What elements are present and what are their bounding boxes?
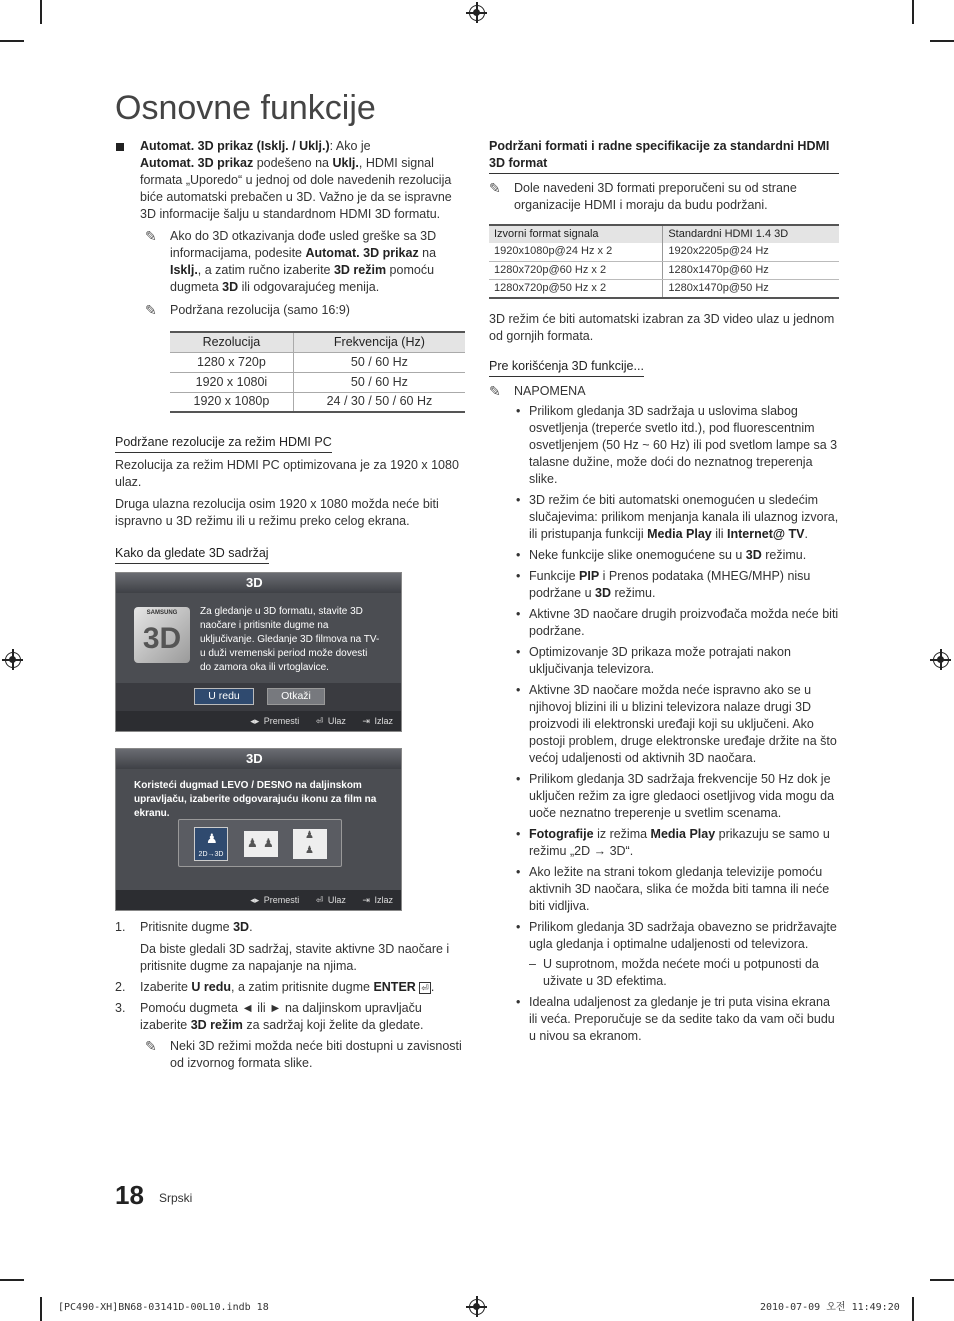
paragraph: Druga ulazna rezolucija osim 1920 x 1080 možda neće biti ispravno u 3D režimu ili u režimu preko celog ekrana. — [115, 497, 439, 528]
table-row: 1280 x 720p 50 / 60 Hz — [170, 352, 465, 372]
enter-icon: ⏎ — [421, 983, 429, 993]
note: ✎ Neki 3D režimi možda neće biti dostupni u zavisnosti od izvornog formata slike. — [145, 1038, 462, 1070]
crop-mark — [0, 40, 24, 42]
note: ✎ Podržana rezolucija (samo 16:9) — [145, 302, 350, 318]
screen-footer: ◂▸ Premesti ⏎ Ulaz ⇥ Izlaz — [116, 890, 401, 910]
imprint-date: 2010-07-09 오전 11:49:20 — [760, 1302, 900, 1313]
crop-mark — [40, 0, 42, 24]
page-title: Osnovne funkcije — [115, 89, 376, 127]
exit-icon: ⇥ — [362, 895, 370, 905]
tv-screen-3d-warning — [115, 572, 402, 732]
table-header: Frekvencija (Hz) — [293, 332, 465, 352]
notes-list — [489, 403, 839, 1045]
pencil-icon: ✎ — [145, 1038, 157, 1054]
screen-footer: ◂▸ Premesti ⏎ Ulaz ⇥ Izlaz — [116, 711, 401, 731]
screen-message: Za gledanje u 3D formatu, stavite 3D naočare i pritisnite dugme na uključivanje. Gledanje 3D filmova na TV-u duži vremenski period može dovesti do zamora oka ili vrtoglavice. — [200, 606, 380, 673]
imprint-file: [PC490-XH]BN68-03141D-00L10.indb 18 — [58, 1302, 269, 1313]
screen-message: Koristeći dugmad LEVO / DESNO na daljinskom upravljaču, izaberite odgovarajuću ikonu za film na ekranu. — [134, 780, 377, 819]
screen-title: 3D — [116, 749, 401, 769]
list-item: • Aktivne 3D naočare možda neće ispravno ako se u njihovoj blizini ili u blizini televizora nalaze drugi 3D proizvodi ili elektronski uređaji koji su uključeni. Ako postoji problem, druge elektronske uređaje držite na što većoj udaljenosti od aktivnih 3D naočara. — [489, 682, 839, 767]
button-bar — [116, 683, 401, 711]
screen-title: 3D — [116, 573, 401, 593]
logo-text: 3D — [142, 622, 182, 655]
exit-icon: ⇥ — [362, 716, 370, 726]
table-header: Rezolucija — [170, 332, 293, 352]
crop-mark — [930, 40, 954, 42]
section-heading: Podržani formati i radne specifikacije za standardni HDMI 3D format — [489, 138, 839, 174]
move-icon: ◂▸ — [250, 895, 260, 905]
brand-label: SAMSUNG — [146, 610, 178, 616]
sub-item: – U suprotnom, možda nećete moći u potpunosti da uživate u 3D efektima. — [529, 956, 819, 988]
table-header: Standardni HDMI 1.4 3D — [663, 225, 839, 243]
move-icon: ◂▸ — [250, 716, 260, 726]
napomena-label: ✎ NAPOMENA — [489, 382, 586, 399]
section-heading: Podržane rezolucije za režim HDMI PC — [115, 434, 332, 453]
hdmi-format-table — [489, 224, 839, 299]
page-language: Srpski — [159, 1191, 193, 1205]
list-item: • Prilikom gledanja 3D sadržaja u uslovima slabog osvetljenja (treperće svetlo itd.), pod fluorescentnim osvetljenjem (50 Hz ~ 60 Hz) ili pod svetlom lampe sa 3 talasne dužine, može doći do neznatnog treperenja slike. — [489, 403, 839, 488]
mode-side-by-side-option[interactable] — [244, 831, 278, 857]
list-item: 3. Pomoću dugmeta ◄ ili ► na daljinskom upravljaču izaberite 3D režim za sadržaj koji želite da gledate. — [115, 1001, 424, 1032]
mode-top-bottom-option[interactable] — [293, 829, 327, 859]
auto-3d-paragraph: Automat. 3D prikaz (Isklj. / Uklj.): Ako je Automat. 3D prikaz podešeno na Uklj., HDMI signal formata „Uporedo“ u jednoj od dole navedenih rezolucija biće automatski prebačen u 3D. Važno je da se ispravne 3D informacije šalju u standardnom HDMI 3D formatu. — [115, 138, 465, 223]
crop-mark — [912, 0, 914, 24]
registration-mark-icon — [469, 1299, 485, 1315]
table-row: 1920 x 1080i 50 / 60 Hz — [170, 372, 465, 392]
cancel-button[interactable]: Otkaži — [267, 688, 325, 705]
table-header: Izvorni format signala — [489, 225, 663, 243]
list-item: • Neke funkcije slike onemogućene su u 3D režimu. — [489, 547, 839, 564]
list-item: • Ako ležite na strani tokom gledanja televizije pomoću aktivnih 3D naočara, slika će možda biti tamna ili neće biti vidljiva. — [489, 864, 839, 915]
registration-mark-icon — [5, 652, 21, 668]
list-item: • Prilikom gledanja 3D sadržaja obavezno se pridržavajte ugla gledanja i optimalne udaljenosti od televizora. – U suprotnom, možda nećete moći u potpunosti da uživate u 3D efektima. — [489, 919, 839, 990]
crop-mark — [930, 1279, 954, 1281]
list-item: 1. Pritisnite dugme 3D. Da biste gledali 3D sadržaj, stavite aktivne 3D naočare i pritisnite dugme za napajanje na njima. — [115, 920, 450, 973]
person-icon: ♟ — [305, 845, 314, 856]
crop-mark — [40, 1297, 42, 1321]
list-item: • 3D režim će biti automatski onemogućen u sledećim slučajevima: prilikom menjanja kanala ili ulaznog izvora, ili pristupanja funkciji Media Play ili Internet@ TV. — [489, 492, 839, 543]
left-column — [115, 138, 465, 1078]
list-item: • Optimizovanje 3D prikaza može potrajati nakon uključivanja televizora. — [489, 644, 839, 678]
pencil-icon: ✎ — [145, 302, 157, 318]
section-heading: Kako da gledate 3D sadržaj — [115, 545, 269, 564]
note: ✎ Dole navedeni 3D formati preporučeni su od strane organizacije HDMI i moraju da budu podržani. — [489, 180, 797, 212]
page-number: 18 — [115, 1180, 144, 1210]
ok-button[interactable]: U redu — [194, 688, 254, 705]
person-icon: ♟ — [247, 836, 258, 850]
list-item: • Fotografije iz režima Media Play prikazuju se samo u režimu „2D → 3D“. — [489, 826, 839, 860]
list-item: 2. Izaberite U redu, a zatim pritisnite dugme ENTER ⏎ . — [115, 980, 435, 994]
registration-mark-icon — [933, 652, 949, 668]
person-icon: ♟ — [206, 831, 218, 846]
enter-icon: ⏎ — [315, 716, 324, 726]
list-item: • Funkcije PIP i Prenos podataka (MHEG/MHP) nisu podržane u 3D režimu. — [489, 568, 839, 602]
tv-screen-3d-mode-select — [115, 748, 402, 911]
table-row: 1280x720p@50 Hz x 2 1280x1470p@50 Hz — [489, 279, 839, 298]
person-icon: ♟ — [305, 830, 314, 841]
pencil-icon: ✎ — [489, 180, 501, 196]
right-column — [489, 138, 839, 1049]
mode-2d-to-3d-option[interactable]: ♟ 2D→3D — [194, 827, 228, 861]
list-item: • Idealna udaljenost za gledanje je tri puta visina ekrana ili veća. Preporučuje se da sedite tako da vam oči budu u nivou sa ekranom. — [489, 994, 839, 1045]
pencil-icon: ✎ — [489, 382, 501, 399]
table-row: 1280x720p@60 Hz x 2 1280x1470p@60 Hz — [489, 261, 839, 279]
3d-logo — [134, 607, 190, 663]
table-row: 1920x1080p@24 Hz x 2 1920x2205p@24 Hz — [489, 243, 839, 261]
paragraph: Rezolucija za režim HDMI PC optimizovana je za 1920 x 1080 ulaz. — [115, 458, 459, 489]
steps-list — [115, 919, 465, 1034]
crop-mark — [0, 1279, 24, 1281]
note: ✎ Ako do 3D otkazivanja dođe usled greške sa 3D informacijama, podesite Automat. 3D prikaz na Isklj., a zatim ručno izaberite 3D režim pomoću dugmeta 3D ili odgovarajućeg menija. — [145, 228, 437, 294]
section-heading: Pre korišćenja 3D funkcije... — [489, 358, 644, 377]
registration-mark-icon — [469, 5, 485, 21]
person-icon: ♟ — [263, 836, 274, 850]
table-row: 1920 x 1080p 24 / 30 / 50 / 60 Hz — [170, 392, 465, 412]
list-item: • Aktivne 3D naočare drugih proizvođača možda neće biti podržane. — [489, 606, 839, 640]
resolution-table — [170, 331, 465, 413]
pencil-icon: ✎ — [145, 228, 157, 244]
crop-mark — [912, 1297, 914, 1321]
enter-icon: ⏎ — [315, 895, 324, 905]
paragraph: 3D režim će biti automatski izabran za 3D video ulaz u jednom od gornjih formata. — [489, 311, 835, 343]
list-item: • Prilikom gledanja 3D sadržaja frekvencije 50 Hz dok je uključen režim za igre gledaoci osetljivog vida mogu da uoče neznatno treperenje u svetlim scenama. — [489, 771, 839, 822]
